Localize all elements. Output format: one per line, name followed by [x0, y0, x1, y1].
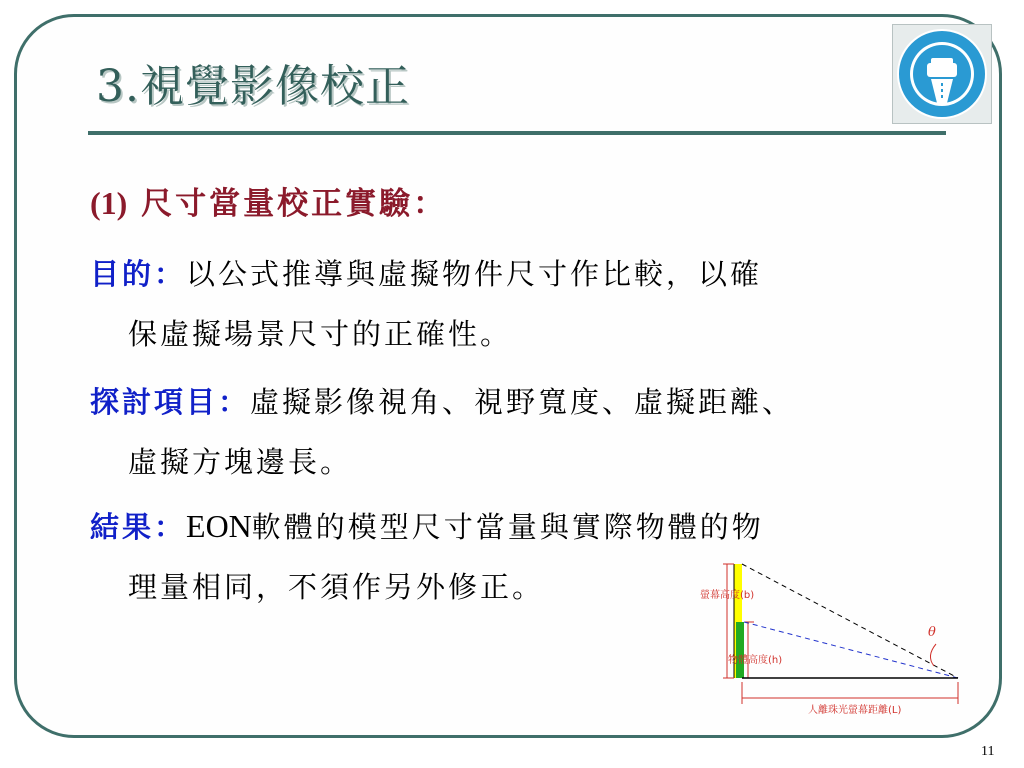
purpose-text-1: 以公式推導與虛擬物件尺寸作比較，以確: [186, 257, 763, 291]
distance-label: 人離珠光螢幕距離(L): [808, 705, 902, 716]
topics-label: 探討項目：: [90, 385, 251, 419]
slide-title: 3.視覺影像校正: [96, 61, 410, 112]
topics-line-1: [90, 380, 794, 421]
experiment-heading-text: 尺寸當量校正實驗：: [127, 186, 448, 222]
purpose-text-2: 保虛擬場景尺寸的正確性。: [128, 317, 513, 351]
result-label: 結果：: [90, 510, 187, 544]
result-line-1: [90, 505, 764, 546]
page-number: 11: [981, 744, 995, 759]
result-text-1: 軟體的模型尺寸當量與實際物體的物: [251, 510, 764, 544]
screen-height-label: 螢幕高度(b): [700, 590, 755, 601]
size-calibration-diagram: [690, 556, 980, 726]
experiment-heading-number: (1): [90, 185, 128, 221]
topics-text-1: 虛擬影像視角、視野寬度、虛擬距離、: [250, 385, 795, 419]
topics-text-2: 虛擬方塊邊長。: [128, 445, 353, 479]
result-eon: EON: [186, 508, 252, 544]
purpose-label: 目的：: [90, 257, 187, 291]
angle-symbol: θ: [928, 625, 936, 640]
object-height-label: 物體高度(h): [728, 655, 783, 666]
object-bar: [736, 622, 744, 678]
result-text-2: 理量相同，不須作另外修正。: [128, 570, 545, 604]
experiment-heading: [90, 178, 447, 223]
purpose-line-1: [90, 252, 762, 293]
